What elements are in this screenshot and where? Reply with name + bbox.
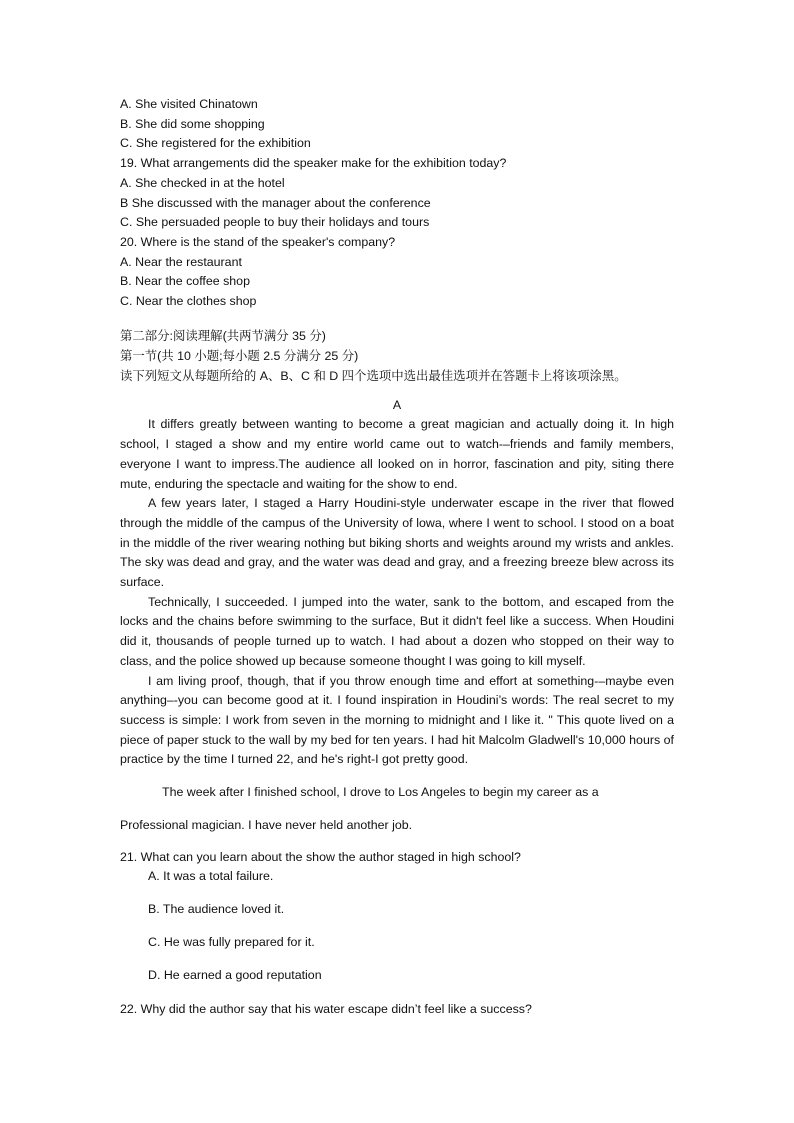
passage-paragraph: A few years later, I staged a Harry Houdini-style underwater escape in the river that flowed through the middle of the campus of the University of lowa, where I went to school. I stood on a boat in the middle of the river wearing nothing but biking shorts and weights around my wrists and ankles. The sky was dead and gray, and the water was dead and gray, and a freezing breeze blew across its surface.: [120, 496, 674, 590]
question-18-options: [120, 95, 674, 154]
passage-paragraph: Technically, I succeeded. I jumped into the water, sank to the bottom, and escaped from the locks and the chains before swimming to the surface, But it didn't feel like a success. When Houdini did it, thousands of people turned up to watch. I had about a dozen who stopped on their way to class, and the police showed up because someone thought I was going to kill myself.: [120, 594, 674, 668]
passage-closing-line: The week after I finished school, I drove to Los Angeles to begin my career as a: [162, 785, 599, 800]
question-19: [120, 154, 674, 233]
question-stem: 21. What can you learn about the show the author staged in high school?: [120, 849, 521, 864]
question-21: [120, 848, 674, 987]
option-text: A. She visited Chinatown: [120, 97, 258, 111]
passage-paragraph: I am living proof, though, that if you throw enough time and effort at something-–maybe even anything–-you can become good at it. I found inspiration in Houdini’s words: The real secret to my success is simple: I work from seven in the morning to midnight and I like it. " This quote lived on a piece of paper stuck to the wall by my bed for ten years. I had hit Malcolm Gladwell's 10,000 hours of practice by the time I turned 22, and he's right-I got pretty good.: [120, 673, 674, 767]
option-text: B She discussed with the manager about the conference: [120, 195, 431, 210]
option-text: A. She checked in at the hotel: [120, 175, 285, 190]
question-stem: 19. What arrangements did the speaker make for the exhibition today?: [120, 156, 507, 171]
section-heading: [120, 326, 674, 386]
option-text: C. Near the clothes shop: [120, 294, 257, 309]
question-stem: 22. Why did the author say that his water escape didn’t feel like a success?: [120, 1001, 532, 1016]
passage-paragraph: It differs greatly between wanting to become a great magician and actually doing it. In high school, I staged a show and my entire world came out to watch-–friends and family members, everyone I want to impress.The audience all looked on in horror, fascination and pity, siting there mute, enduring the spectacle and waiting for the show to end.: [120, 417, 674, 491]
passage-closing-line: Professional magician. I have never held another job.: [120, 817, 413, 832]
part-title: 第二部分:阅读理解(共两节满分 35 分): [120, 328, 326, 343]
answer-choice: D. He earned a good reputation: [148, 968, 322, 983]
option-text: B. She did some shopping: [120, 116, 265, 131]
option-text: A. Near the restaurant: [120, 254, 242, 269]
passage-title: A: [392, 397, 402, 412]
option-text: C. She registered for the exhibition: [120, 136, 311, 151]
passage-body: [120, 415, 674, 835]
answer-choice: B. The audience loved it.: [148, 902, 285, 917]
page-content: [120, 95, 674, 1019]
question-22: [120, 1000, 674, 1020]
section-instruction: 读下列短文从每题所给的 A、B、C 和 D 四个选项中选出最佳选项并在答题卡上将该项涂黑。: [120, 368, 627, 383]
answer-choice: C. He was fully prepared for it.: [148, 935, 315, 950]
option-text: B. Near the coffee shop: [120, 274, 250, 289]
option-text: C. She persuaded people to buy their holidays and tours: [120, 215, 430, 230]
question-stem: 20. Where is the stand of the speaker's company?: [120, 234, 396, 249]
answer-choice: A. It was a total failure.: [148, 869, 274, 884]
subsection-title: 第一节(共 10 小题;每小题 2.5 分满分 25 分): [120, 348, 359, 363]
answer-choices: [120, 867, 674, 986]
question-20: [120, 233, 674, 312]
